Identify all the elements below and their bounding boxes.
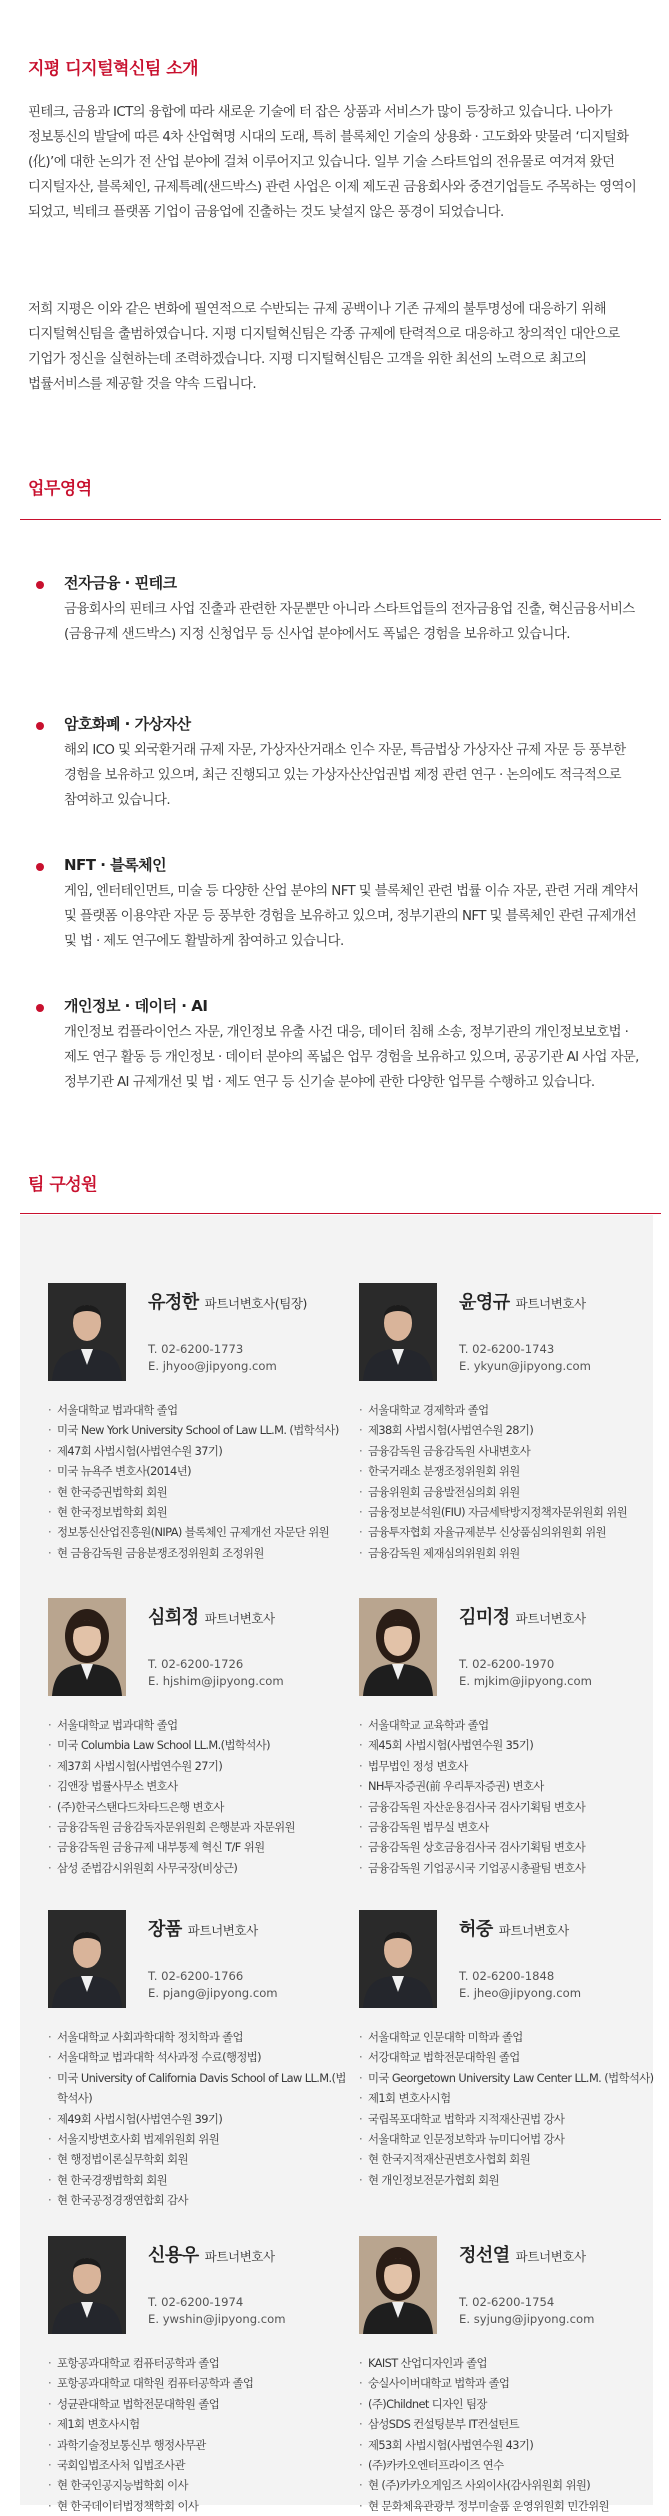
member-career-item: · 김앤장 법률사무소 변호사 (48, 1776, 348, 1796)
member-career-item: · 현 문화체육관광부 정부미술품 운영위원회 민간위원 (359, 2496, 659, 2516)
member-career-item: · 포항공과대학교 컴퓨터공학과 졸업 (48, 2353, 348, 2373)
member-name-line (459, 2241, 586, 2267)
business-item-desc: 해외 ICO 및 외국환거래 규제 자문, 가상자산거래소 인수 자문, 특금법상 가상자산 규제 자문 등 풍부한 경험을 보유하고 있으며, 최근 진행되고 있는 가상자산산업권법 제정 관련 연구 · 논의에도 적극적으로 참여하고 있습니다. (64, 743, 626, 808)
business-item (36, 713, 646, 813)
team-title: 팀 구성원 (28, 1175, 98, 1195)
member-career-item: · 삼성SDS 컨설팅분부 IT컨설턴트 (359, 2414, 659, 2434)
member-career-list (48, 1400, 348, 1563)
member-email[interactable]: E. mjkim@jipyong.com (459, 1674, 592, 1688)
member-career-item: · 법무법인 정성 변호사 (359, 1756, 659, 1776)
member-role: 파트너변호사 (515, 1611, 586, 1626)
member-contact (148, 1341, 277, 1375)
member-name-line (148, 1915, 258, 1941)
member-career-item: · 서울대학교 사회과학대학 정치학과 졸업 (48, 2027, 348, 2047)
member-photo (48, 1283, 126, 1381)
member-career-item: · 서울지방변호사회 법제위원회 위원 (48, 2129, 348, 2149)
member-phone: T. 02-6200-1754 (459, 2295, 555, 2309)
member-career-item: · 금융감독원 상호금융검사국 검사기획팀 변호사 (359, 1837, 659, 1857)
business-item (36, 572, 646, 647)
business-item-desc: 금융회사의 핀테크 사업 진출과 관련한 자문뿐만 아니라 스타트업들의 전자금융업 진출, 혁신금융서비스(금융규제 샌드박스) 지정 신청업무 등 신사업 분야에서도 폭넓은 경험을 보유하고 있습니다. (64, 602, 635, 642)
member-contact (459, 1968, 581, 2002)
member-name: 허중 (459, 1919, 493, 1940)
member-phone: T. 02-6200-1848 (459, 1969, 555, 1983)
member-email[interactable]: E. pjang@jipyong.com (148, 1986, 278, 2000)
member-email[interactable]: E. jhyoo@jipyong.com (148, 1359, 277, 1373)
member-name: 정선열 (459, 2245, 510, 2266)
member-career-item: · 서울대학교 인문대학 미학과 졸업 (359, 2027, 659, 2047)
member-career-item: · 금융감독원 금융규제 내부통제 혁신 T/F 위원 (48, 1837, 348, 1857)
member-photo (48, 2236, 126, 2334)
member-career-item: · 제45회 사법시험(사법연수원 35기) (359, 1735, 659, 1755)
member-career-item: · (주)카카오엔터프라이즈 연수 (359, 2455, 659, 2475)
member-role: 파트너변호사 (204, 1611, 275, 1626)
member-career-list (359, 2353, 659, 2516)
member-career-item: · 현 개인정보전문가협회 회원 (359, 2170, 659, 2190)
member-career-item: · 현 한국정보법학회 회원 (48, 1502, 348, 1522)
member-photo (48, 1598, 126, 1696)
member-photo (48, 1910, 126, 2008)
business-divider (20, 519, 661, 520)
member-career-item: · 서울대학교 법과대학 석사과정 수료(행정법) (48, 2047, 348, 2067)
business-item-heading: 전자금융 · 핀테크 (64, 574, 177, 592)
member-email[interactable]: E. ywshin@jipyong.com (148, 2312, 286, 2326)
business-item (36, 995, 646, 1095)
business-item-heading: 암호화폐 · 가상자산 (64, 715, 191, 733)
member-name: 윤영규 (459, 1292, 510, 1313)
member-career-item: · 숭실사이버대학교 법학과 졸업 (359, 2373, 659, 2393)
member-name: 유정한 (148, 1292, 199, 1313)
member-contact (459, 2294, 594, 2328)
member-name-line (148, 1603, 275, 1629)
member-career-item: · 국회입법조사처 입법조사관 (48, 2455, 348, 2475)
member-career-item: · 제38회 사법시험(사법연수원 28기) (359, 1420, 659, 1440)
member-career-item: · 제37회 사법시험(사법연수원 27기) (48, 1756, 348, 1776)
member-career-item: · 금융위원회 금융발전심의회 위원 (359, 1482, 659, 1502)
member-contact (148, 2294, 286, 2328)
member-career-item: · 금융감독원 기업공시국 기업공시총괄팀 변호사 (359, 1858, 659, 1878)
member-name-line (148, 2241, 275, 2267)
member-photo (359, 1283, 437, 1381)
member-career-item: · 금융정보분석원(FIU) 자금세탁방지정책자문위원회 위원 (359, 1502, 659, 1522)
business-item (36, 854, 646, 954)
member-phone: T. 02-6200-1773 (148, 1342, 244, 1356)
member-email[interactable]: E. jheo@jipyong.com (459, 1986, 581, 2000)
member-career-item: · (주)Childnet 디자인 팀장 (359, 2394, 659, 2414)
team-divider (20, 1213, 661, 1214)
member-phone: T. 02-6200-1726 (148, 1657, 244, 1671)
member-name: 심희정 (148, 1607, 199, 1628)
business-item-heading: 개인정보 · 데이터 · AI (64, 997, 208, 1015)
member-career-item: · 현 한국공정경쟁연합회 감사 (48, 2190, 348, 2210)
member-career-item: · 서울대학교 법과대학 졸업 (48, 1715, 348, 1735)
member-email[interactable]: E. syjung@jipyong.com (459, 2312, 595, 2326)
member-career-item: · 금융감독원 금융감독원 사내변호사 (359, 1441, 659, 1461)
member-role: 파트너변호사 (515, 1296, 586, 1311)
member-career-item: · 금융감독원 자산운용검사국 검사기획팀 변호사 (359, 1797, 659, 1817)
member-career-item: · (주)한국스탠다드차타드은행 변호사 (48, 1797, 348, 1817)
member-career-item: · 제1회 변호사시험 (48, 2414, 348, 2434)
member-career-item: · 현 한국증권법학회 회원 (48, 1482, 348, 1502)
member-email[interactable]: E. hjshim@jipyong.com (148, 1674, 284, 1688)
member-career-item: · 서울대학교 교육학과 졸업 (359, 1715, 659, 1735)
business-item-desc: 게임, 엔터테인먼트, 미술 등 다양한 산업 분야의 NFT 및 블록체인 관련 법률 이슈 자문, 관련 거래 계약서 및 플랫폼 이용약관 자문 등 풍부한 경험을 보유하고 있으며, 정부기관의 NFT 및 블록체인 관련 규제개선 및 법 · 제도 연구에도 활발하게 참여하고 있습니다. (64, 884, 639, 949)
member-career-item: · 현 한국데이터법정책학회 이사 (48, 2496, 348, 2516)
member-career-item: · 삼성 준법감시위원회 사무국장(비상근) (48, 1858, 348, 1878)
business-item-desc: 개인정보 컴플라이언스 자문, 개인정보 유출 사건 대응, 데이터 침해 소송, 정부기관의 개인정보보호법 · 제도 연구 활동 등 개인정보 · 데이터 분야의 폭넓은 업무 경험을 보유하고 있으며, 공공기관 AI 사업 자문, 정부기관 AI 규제개선 및 법 · 제도 연구 등 신기술 분야에 관한 다양한 업무를 수행하고 있습니다. (64, 1025, 639, 1090)
member-career-item: · 금융감독원 법무실 변호사 (359, 1817, 659, 1837)
member-career-item: · 국립목포대학교 법학과 지적재산권법 강사 (359, 2109, 659, 2129)
member-career-list (48, 2353, 348, 2516)
member-career-list (359, 1715, 659, 1878)
member-career-item: · 미국 University of California Davis School of Law LL.M.(법학석사) (48, 2068, 348, 2109)
member-career-item: · 제47회 사법시험(사법연수원 37기) (48, 1441, 348, 1461)
intro-paragraph-2: 저희 지평은 이와 같은 변화에 필연적으로 수반되는 규제 공백이나 기존 규제의 불투명성에 대응하기 위해 디지털혁신팀을 출범하였습니다. 지평 디지털혁신팀은 각종 규제에 탄력적으로 대응하고 창의적인 대안으로 기업가 정신을 실현하는데 조력하겠습니다. 지평 디지털혁신팀은 고객을 위한 최선의 노력으로 최고의 법률서비스를 제공할 것을 약속 드립니다. (28, 302, 620, 392)
member-career-item: · NH투자증권(前 우리투자증권) 변호사 (359, 1776, 659, 1796)
member-career-item: · 현 한국지적재산권변호사협회 회원 (359, 2149, 659, 2169)
bullet-icon (36, 863, 44, 871)
member-career-item: · KAIST 산업디자인과 졸업 (359, 2353, 659, 2373)
member-career-item: · 현 한국경쟁법학회 회원 (48, 2170, 348, 2190)
member-contact (148, 1656, 284, 1690)
member-career-item: · 미국 Georgetown University Law Center LL.M. (법학석사) (359, 2068, 659, 2088)
member-career-item: · 미국 뉴욕주 변호사(2014년) (48, 1461, 348, 1481)
bullet-icon (36, 722, 44, 730)
bullet-icon (36, 581, 44, 589)
member-contact (459, 1341, 591, 1375)
member-career-item: · 포항공과대학교 대학원 컴퓨터공학과 졸업 (48, 2373, 348, 2393)
member-phone: T. 02-6200-1743 (459, 1342, 555, 1356)
member-career-item: · 한국거래소 분쟁조정위원회 위원 (359, 1461, 659, 1481)
member-photo (359, 1598, 437, 1696)
member-career-list (48, 2027, 348, 2211)
member-career-item: · 제53회 사법시험(사법연수원 43기) (359, 2435, 659, 2455)
member-name-line (459, 1288, 586, 1314)
member-phone: T. 02-6200-1766 (148, 1969, 244, 1983)
member-photo (359, 2236, 437, 2334)
member-career-item: · 서울대학교 인문정보학과 뉴미디어법 강사 (359, 2129, 659, 2149)
member-role: 파트너변호사 (187, 1923, 258, 1938)
member-role: 파트너변호사 (204, 2249, 275, 2264)
member-career-list (48, 1715, 348, 1878)
member-career-item: · 제49회 사법시험(사법연수원 39기) (48, 2109, 348, 2129)
member-career-item: · 정보통신산업진흥원(NIPA) 블록체인 규제개선 자문단 위원 (48, 1522, 348, 1542)
member-role: 파트너변호사 (515, 2249, 586, 2264)
member-career-item: · 현 행정법이론실무학회 회원 (48, 2149, 348, 2169)
member-career-item: · 제1회 변호사시험 (359, 2088, 659, 2108)
member-name: 신용우 (148, 2245, 199, 2266)
member-role: 파트너변호사(팀장) (204, 1296, 308, 1311)
member-photo (359, 1910, 437, 2008)
member-phone: T. 02-6200-1970 (459, 1657, 555, 1671)
member-name-line (459, 1915, 569, 1941)
member-name: 장품 (148, 1919, 182, 1940)
member-career-item: · 금융투자협회 자율규제분부 신상품심의위원회 위원 (359, 1522, 659, 1542)
member-role: 파트너변호사 (498, 1923, 569, 1938)
member-contact (459, 1656, 592, 1690)
member-email[interactable]: E. ykyun@jipyong.com (459, 1359, 591, 1373)
member-career-item: · 서울대학교 법과대학 졸업 (48, 1400, 348, 1420)
member-career-list (359, 1400, 659, 1563)
member-career-item: · 미국 Columbia Law School LL.M.(법학석사) (48, 1735, 348, 1755)
member-phone: T. 02-6200-1974 (148, 2295, 244, 2309)
member-career-item: · 현 금융감독원 금융분쟁조정위원회 조정위원 (48, 1543, 348, 1563)
member-name-line (148, 1288, 307, 1314)
member-contact (148, 1968, 278, 2002)
member-career-item: · 미국 New York University School of Law LL.M. (법학석사) (48, 1420, 348, 1440)
member-career-item: · 서강대학교 법학전문대학원 졸업 (359, 2047, 659, 2067)
member-career-item: · 현 한국인공지능법학회 이사 (48, 2475, 348, 2495)
member-name-line (459, 1603, 586, 1629)
member-career-item: · 금융감독원 제재심의위원회 위원 (359, 1543, 659, 1563)
business-title: 업무영역 (28, 479, 92, 499)
member-career-item: · 서울대학교 경제학과 졸업 (359, 1400, 659, 1420)
member-career-item: · 과학기술정보통신부 행정사무관 (48, 2435, 348, 2455)
business-item-heading: NFT · 블록체인 (64, 856, 167, 874)
intro-title: 지평 디지털혁신팀 소개 (28, 59, 199, 79)
member-career-list (359, 2027, 659, 2190)
member-name: 김미정 (459, 1607, 510, 1628)
member-career-item: · 금융감독원 금융감독자문위원회 은행분과 자문위원 (48, 1817, 348, 1837)
member-career-item: · 성균관대학교 법학전문대학원 졸업 (48, 2394, 348, 2414)
intro-paragraph-1: 핀테크, 금융과 ICT의 융합에 따라 새로운 기술에 터 잡은 상품과 서비스가 많이 등장하고 있습니다. 나아가 정보통신의 발달에 따른 4차 산업혁명 시대의 도래, 특히 블록체인 기술의 상용화 · 고도화와 맞물려 ‘디지털화(化)’에 대한 논의가 전 산업 분야에 걸쳐 이루어지고 있습니다. 일부 기술 스타트업의 전유물로 여겨져 왔던 디지털자산, 블록체인, 규제특례(샌드박스) 관련 사업은 이제 제도권 금융회사와 중견기업들도 주목하는 영역이 되었고, 빅테크 플랫폼 기업이 금융업에 진출하는 것도 낯설지 않은 풍경이 되었습니다. (28, 105, 637, 220)
member-career-item: · 현 (주)카카오게임즈 사외이사(감사위원회 위원) (359, 2475, 659, 2495)
bullet-icon (36, 1004, 44, 1012)
